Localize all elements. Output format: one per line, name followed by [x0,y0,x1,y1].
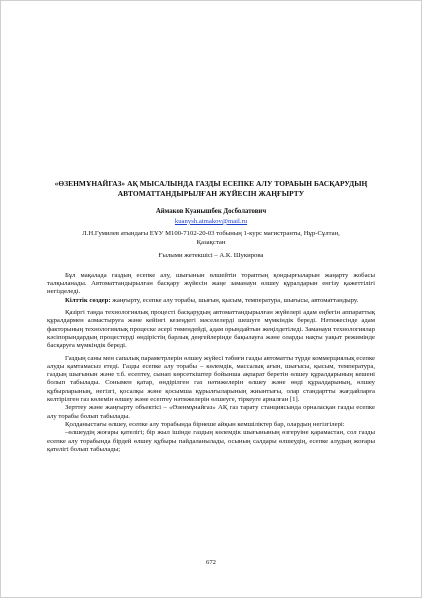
abstract-paragraph: Бұл мақалада газдың есепке алу, шығынын өлшейтін тораптың қондырғыларын жаңарту жобасы талқыланады. Автоматтандырылған басқару жүйесін жаңе заманауи өлшеу құралдарын енгізу қажеттілігі негізделеді. [47,271,375,296]
paper-content [47,179,375,458]
body-paragraph-3: Зерттеу және жаңғырту объектісі – «Өзенмұнайгаз» АҚ газ тарату станциясында орналасқан газды есепке алу торабы болып табылады. [47,404,375,420]
body-paragraph-4: Қолданыстағы өлшеу, есепке алу торабында бірнеше айқын кемшіліктер бар, олардың негізгілері: [65,420,345,428]
author-affiliation: Л.Н.Гумилев атындағы ЕҰУ М100-7102-20-03 тобының 1-курс магистранты, Нұр-Сұлтан, [82,230,340,237]
author-email-link[interactable]: kuanysh.aimakov@mail.ru [174,217,248,225]
body-paragraph-2: Газдың саны мен сапалық параметрлерін өлшеу жүйесі тәбиғи газды автоматты түрде коммерциялық есепке алуды қамтамасыз етеді. Газды есепке алу торабы – көлемдік, массалық ағын, шығысы, қысым, температура, газдың шығынын және т.б. есептеу, сынап көрсеткіштер бойынша ақпарат беретін өлшеу құралдарының кешені болып табылады. Сонымен қатар, өндірілген газ нәтижелерін өлшеу және өнді құралдарының, өлшеу құбырларының, негізгі, қосалқы және қосымша құрылғыларының жиынтығы, олар стандартты жағдайларға келтірілген газ көлемін өлшеу және есептеу нәтижелерін өлшеуге, тіркеуге арналған [1]. [47,354,375,404]
page-number: 672 [205,559,217,566]
author-name: Аймаков Куанышбек Досболатович [155,208,267,216]
keywords-paragraph [47,297,375,305]
body-paragraph-5: –өлшеудің жоғары қателігі; бір жыл ішінде газдың көлемдік шығынының өзгеруіне қарамастан, сол газды есепке алу торабында бірдей өлшеу құбыры пайдаланылады, осының салдары өлшеудің, есепке алудың жоғары қателігі болып табылады; [47,429,375,453]
paper-title: «ӨЗЕНМҰНАЙГАЗ» АҚ МЫСАЛЫНДА ГАЗДЫ ЕСЕПКЕ АЛУ ТОРАБЫН БАСҚАРУДЫҢ АВТОМАТТАНДЫРЫЛҒАН ЖҮЙЕСІН ЖАҢҒЫРТУ [54,179,368,199]
author-email-line [47,218,375,226]
keywords-label: Кілттік сөздер: [65,296,111,304]
scientific-supervisor: Ғылыми жетекшісі – А.К. Шукирова [158,251,264,259]
author-country: Қазақстан [196,239,226,247]
keywords-text: жаңғырту, есепке алу торабы, шығын, қысым, температура, шығысы, автоматтандыру. [112,296,359,304]
body-paragraph-1: Қазіргі таңда технологиялық процесті басқарудың автоматтандырылған жүйелері адам еңбегін аппараттық құралдармен алмастыруға және кейінгі кезеңдегі мәселелерді шешуге мүмкіндік береді. Нәтижесінде адам факторының технологиялық процеске әсері төмендейді, адам орындайтын жеңілдетіледі. Заманауи технологиялар кәсіпорындардың процестерді өндірістің барлық деңгейлерінде бақылауға және оларды нақты уақыт режимінде басқаруға мүмкіндік береді. [47,309,375,350]
